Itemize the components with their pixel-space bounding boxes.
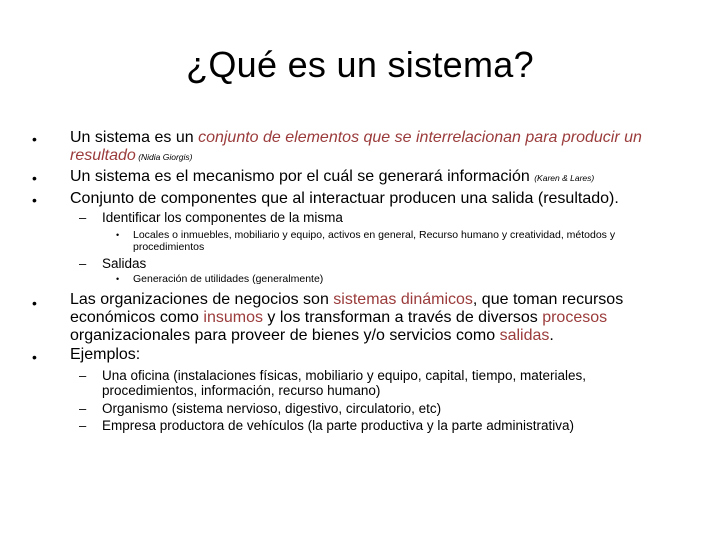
bullet-5-sub-3: Empresa productora de vehículos (la parte productiva y la parte administrativa) [102,418,574,433]
dash-marker: – [79,256,87,271]
bullet-4-highlight: insumos [203,309,263,326]
bullet-4-line-1 [70,291,623,309]
bullet-5-sub-1-line-2: procedimientos, información, recurso humano) [102,383,381,398]
bullet-3-sub-1-item-line-1: Locales o inmuebles, mobiliario y equipo, activos en general, Recurso humano y creatividad, métodos y [133,229,616,241]
bullet-2-text: Un sistema es el mecanismo por el cuál se generará información [70,168,535,185]
bullet-4-text: y los transforman a través de diversos [262,309,543,326]
bullet-1-line-2 [70,147,193,165]
bullet-4-text: , que toman recursos [472,291,624,308]
dash-marker: – [79,418,87,433]
bullet-3-sub-1: Identificar los componentes de la misma [102,210,343,225]
bullet-4-text: Las organizaciones de negocios son [70,291,334,308]
bullet-3-sub-1-item-line-2: procedimientos [133,241,205,253]
bullet-2-citation: (Karen & Lares) [534,173,595,183]
bullet-marker: • [116,230,120,240]
bullet-5-sub-1-line-1: Una oficina (instalaciones físicas, mobiliario y equipo, capital, tiempo, materiales, [102,368,586,383]
bullet-marker: • [32,349,37,365]
bullet-marker: • [32,295,37,311]
bullet-3-sub-2: Salidas [102,256,147,271]
bullet-4-highlight: procesos [542,309,608,326]
bullet-3-text: Conjunto de componentes que al interactuar producen una salida (resultado). [70,190,619,207]
bullet-2-line [70,168,594,186]
bullet-marker: • [32,170,37,186]
bullet-1-prefix: Un sistema es un [70,129,199,146]
bullet-3-sub-2-item: Generación de utilidades (generalmente) [133,273,324,285]
bullet-1-highlight: conjunto de elementos que se interrelacionan para producir un [198,129,642,146]
slide-title: ¿Qué es un sistema? [186,44,534,85]
bullet-1-citation: (Nidia Giorgis) [135,152,193,162]
dash-marker: – [79,210,87,225]
dash-marker: – [79,368,87,383]
bullet-4-line-2 [70,309,607,327]
bullet-5-sub-2: Organismo (sistema nervioso, digestivo, circulatorio, etc) [102,401,442,416]
bullet-5-text: Ejemplos: [70,346,141,363]
bullet-4-text: organizacionales para proveer de bienes y/o servicios como [70,327,500,344]
bullet-marker: • [32,192,37,208]
bullet-1-line-1 [70,129,642,147]
bullet-4-line-3 [70,327,554,345]
dash-marker: – [79,401,87,416]
bullet-1-highlight-cont: resultado [70,147,136,164]
bullet-marker: • [116,274,120,284]
bullet-4-highlight: sistemas dinámicos [333,291,473,308]
bullet-4-text: . [549,327,554,344]
bullet-marker: • [32,131,37,147]
bullet-4-highlight: salidas [499,327,550,344]
bullet-4-text: económicos como [70,309,204,326]
